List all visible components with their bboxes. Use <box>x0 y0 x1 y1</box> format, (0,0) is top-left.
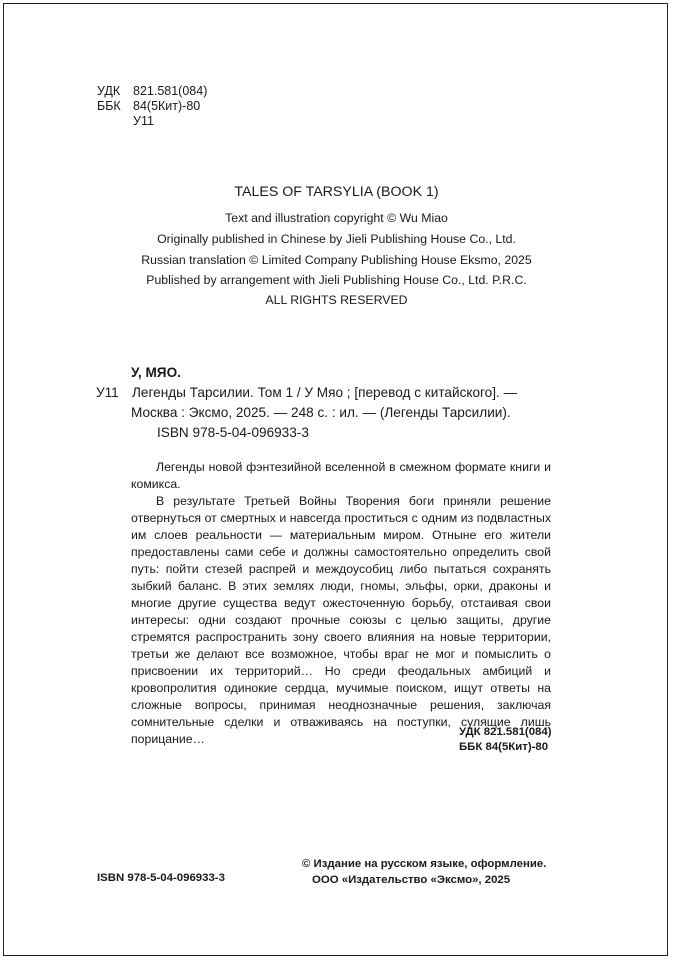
copyright-line-3: Russian translation © Limited Company Publishing House Eksmo, 2025 <box>141 253 532 267</box>
catalog-author: У, МЯО. <box>131 365 181 380</box>
annotation <box>131 459 551 748</box>
catalog-isbn: ISBN 978-5-04-096933-3 <box>157 425 309 440</box>
classification-top <box>97 84 207 129</box>
copyright-line-5: ALL RIGHTS RESERVED <box>265 293 408 307</box>
footer-isbn: ISBN 978-5-04-096933-3 <box>97 872 225 884</box>
udk-bottom: УДК 821.581(084) <box>459 726 552 738</box>
bbk-bottom: ББК 84(5Кит)-80 <box>459 741 549 753</box>
udk-label: УДК <box>97 84 121 98</box>
author-mark: У11 <box>133 114 154 128</box>
footer-copyright-line-1: © Издание на русском языке, оформление. <box>302 858 547 870</box>
catalog-line-2: Москва : Эксмо, 2025. — 248 с. : ил. — (Легенды Тарсилии). <box>131 405 511 420</box>
udk-value: 821.581(084) <box>133 84 208 98</box>
catalog-mark: У11 <box>96 385 119 400</box>
catalog-line-1: Легенды Тарсилии. Том 1 / У Мяо ; [перевод с китайского]. — <box>132 385 518 400</box>
bbk-value: 84(5Кит)-80 <box>133 99 201 113</box>
copyright-line-1: Text and illustration copyright © Wu Miao <box>225 211 448 225</box>
catalog-record <box>131 363 517 443</box>
annotation-paragraph-1: Легенды новой фэнтезийной вселенной в смежном формате книги и комикса. <box>131 460 551 491</box>
bbk-label: ББК <box>97 99 121 113</box>
footer-copyright <box>302 856 546 888</box>
footer-copyright-line-2: ООО «Издательство «Эксмо», 2025 <box>312 874 511 886</box>
original-title: TALES OF TARSYLIA (BOOK 1) <box>234 184 439 200</box>
copyright-line-4: Published by arrangement with Jieli Publishing House Co., Ltd. P.R.C. <box>146 273 527 287</box>
annotation-paragraph-2: В результате Третьей Войны Творения боги приняли решение отвернуться от смертных и навсегда проститься с одним из подвластных им слоев реальности — материальным миром. Отныне его жители предоставлены сами себе и должны самостоятельно определить свой путь: пойти стезей распрей и междоусобиц либо пытаться сохранять зыбкий баланс. В этих землях люди, гномы, эльфы, орки, драконы и многие другие существа ведут ожесточенную борьбу, отстаивая свои интересы: одни создают прочные союзы с целью защиты, другие стремятся распространить зону своего влияния на новые территории, третьи же делают все возможное, чтобы враг не мог и помыслить о присвоении их территорий… Но среди феодальных амбиций и кровопролития одинокие сердца, мучимые поиском, ищут ответы на сложные вопросы, принимая неоднозначные решения, заключая сомнительные сделки и отваживаясь на поступки, сулящие лишь порицание… <box>131 494 551 746</box>
copyright-line-2: Originally published in Chinese by Jieli Publishing House Co., Ltd. <box>157 232 516 246</box>
classification-bottom <box>459 725 552 755</box>
